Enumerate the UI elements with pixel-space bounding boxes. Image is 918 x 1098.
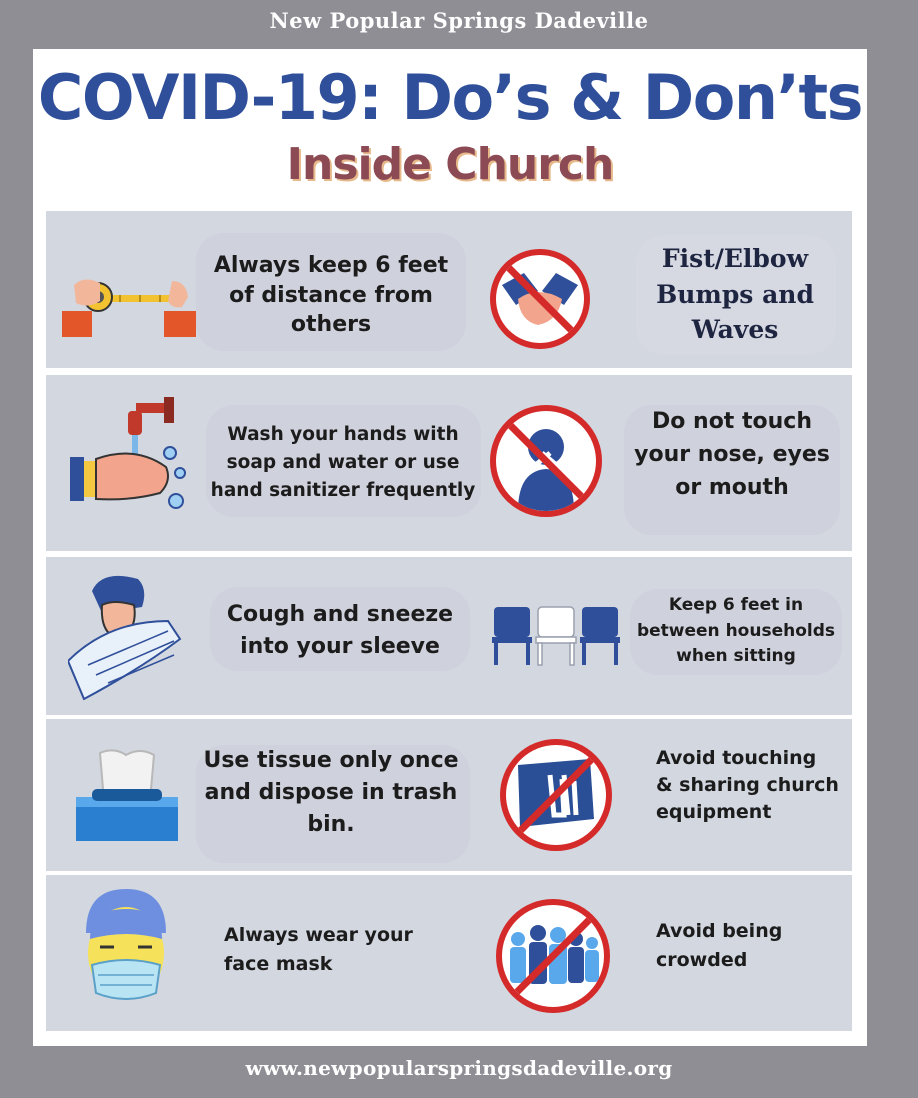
hand-washing-icon: [66, 397, 196, 517]
footer-banner: www.newpopularspringsdadeville.org: [245, 1056, 673, 1080]
dont-text-3: Keep 6 feet in between households when sitting: [636, 595, 836, 666]
tissue-box-icon: [72, 747, 182, 847]
do-text-2: Wash your hands with soap and water or use hand sanitizer frequently: [210, 424, 476, 501]
touching-equipment-prohibited-icon: [500, 739, 612, 851]
do-text-1: Always keep 6 feet of distance from others: [213, 253, 449, 338]
spaced-chairs-icon: [492, 603, 620, 667]
dont-text-1: Fist/Elbow Bumps and Waves: [656, 244, 814, 344]
do-text-4: Use tissue only once and dispose in trash bin.: [203, 748, 459, 837]
poster-title: COVID-19: Do’s & Don’ts: [37, 61, 863, 134]
guideline-row-5: [46, 875, 852, 1031]
measuring-tape-icon: [60, 257, 200, 347]
dont-text-5: Avoid being crowded: [656, 920, 783, 972]
do-text-5: Always wear your face mask: [224, 924, 413, 976]
do-text-3: Cough and sneeze into your sleeve: [226, 602, 454, 659]
handshake-prohibited-icon: [490, 249, 590, 349]
guideline-row-1: [46, 211, 852, 368]
guideline-row-4: [46, 719, 852, 871]
guideline-row-2: [46, 375, 852, 551]
guideline-row-3: [46, 557, 852, 715]
dont-text-2: Do not touch your nose, eyes or mouth: [634, 409, 830, 500]
header-banner: New Popular Springs Dadeville: [269, 8, 649, 33]
poster-subtitle: Inside Church: [286, 139, 614, 190]
sneeze-into-sleeve-icon: [68, 571, 188, 701]
dont-text-4: Avoid touching & sharing church equipment: [656, 747, 839, 823]
face-mask-icon: [76, 889, 176, 1009]
poster: [33, 49, 867, 1046]
face-touching-prohibited-icon: [490, 405, 602, 517]
crowd-prohibited-icon: [496, 899, 610, 1013]
